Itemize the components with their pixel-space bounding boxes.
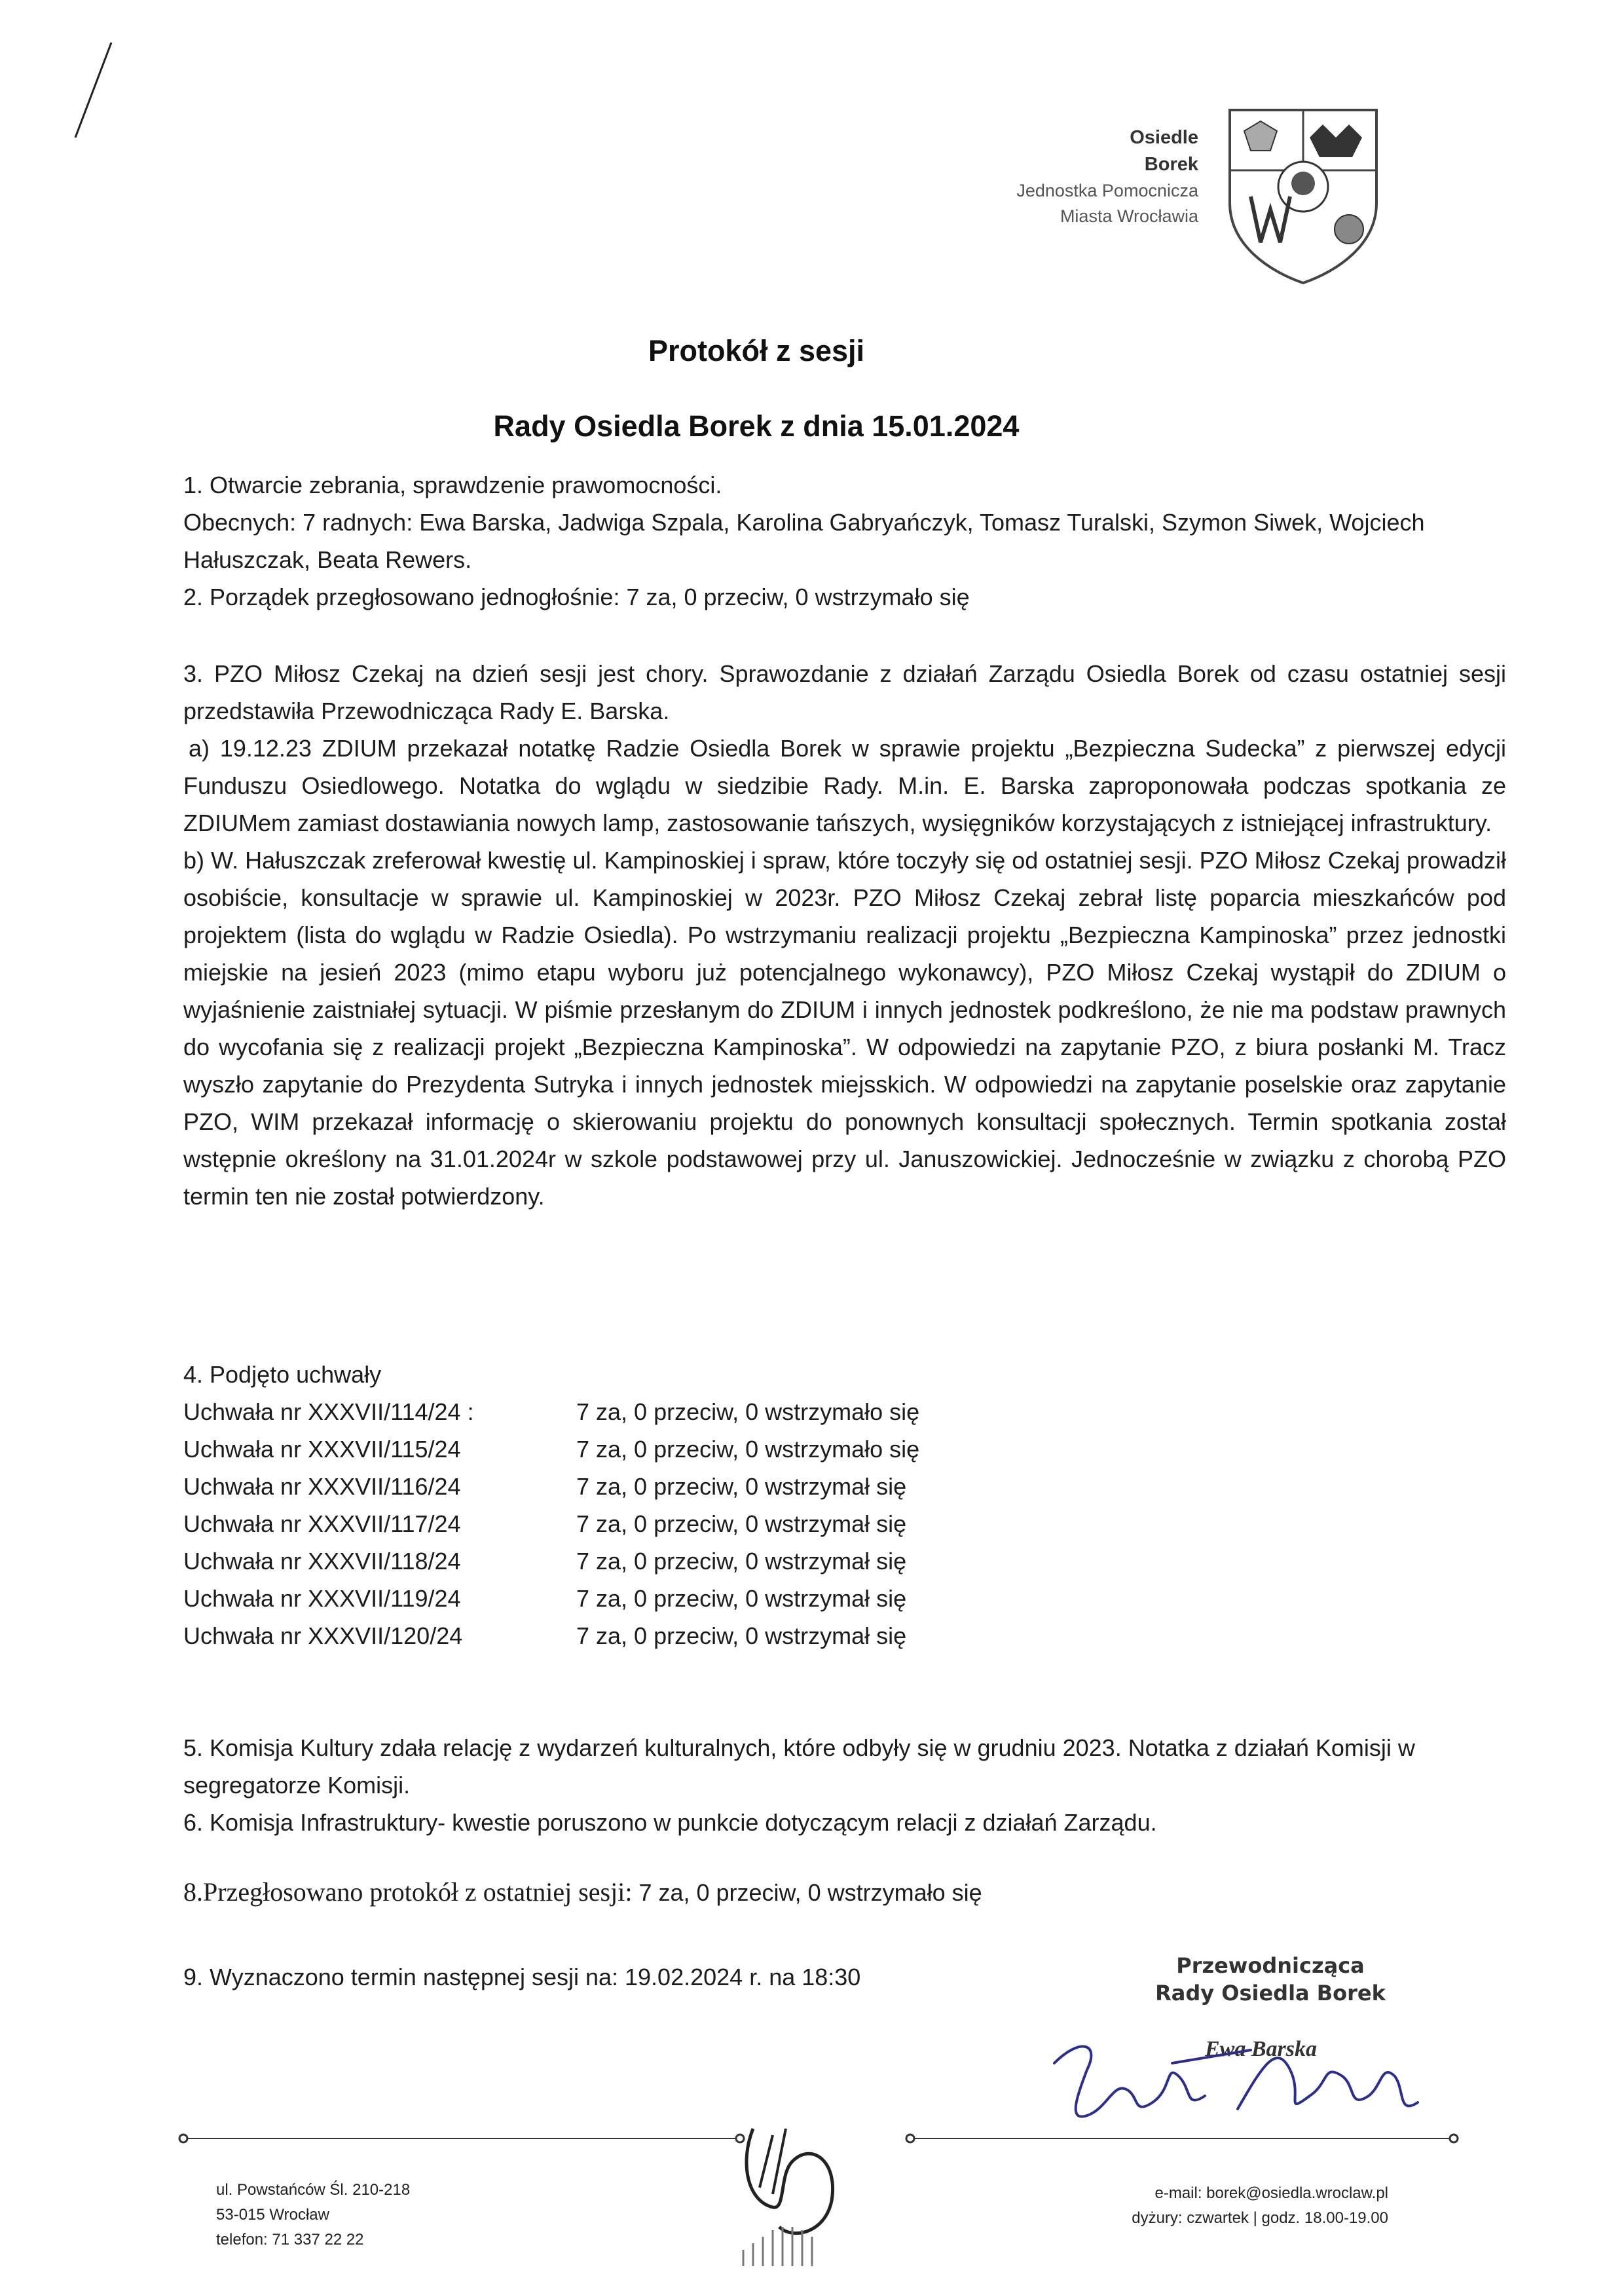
item3-point-a: a) 19.12.23 ZDIUM przekazał notatkę Radzie Osiedla Borek w sprawie projektu „Bezpieczna Sudecka” z pierwszej edycji Funduszu Osiedlowego. Notatka do wglądu w siedzibie Rady. M.in. E. Barska zaproponowała podczas spotkania ze ZDIUMem zamiast dostawiania nowych lamp, zastosowanie tańszych, wysięgników korzystających z istniejącej infrastruktury.: [183, 735, 1506, 836]
handwritten-signature: [1041, 2024, 1434, 2135]
resolution-row: [183, 1468, 1506, 1505]
footer-email: e-mail: borek@osiedla.wroclaw.pl: [1154, 2184, 1388, 2202]
signature-stamp-name: Ewa Barska: [1205, 2037, 1317, 2061]
item8-label: 8.Przegłosowano protokół z ostatniej sesji:: [183, 1877, 633, 1907]
footer-address: [216, 2178, 410, 2252]
section-resolutions: [183, 1356, 1506, 1654]
resolution-row: [183, 1505, 1506, 1542]
signature-title-block: [1139, 1952, 1401, 2007]
item3-point-b: b) W. Hałuszczak zreferował kwestię ul. Kampinoskiej i spraw, które toczyły się od ostatniej sesji. PZO Miłosz Czekaj prowadził osobiście, konsultacje w sprawie ul. Kampinoskiej w 2023r. PZO Miłosz Czekaj zebrał listę poparcia mieszkańców pod projektem (lista do wglądu w Radzie Osiedla). Po wstrzymaniu realizacji projektu „Bezpieczna Kampinoska” przez jednostki miejskie na jesień 2023 (mimo etapu wyboru już potencjalnego wykonawcy), PZO Miłosz Czekaj wystąpił do ZDIUM o wyjaśnienie zaistniałej sytuacji. W piśmie przesłanym do ZDIUM i innych jednostek podkreślono, że nie ma podstaw prawnych do wycofania się z realizacji projekt „Bezpieczna Kampinoska”. W odpowiedzi na zapytanie PZO, z biura posłanki M. Tracz wyszło zapytanie do Prezydenta Sutryka i innych jednostek miejsskich. W odpowiedzi na zapytanie poselskie oraz zapytanie PZO, WIM przekazał informację o skierowaniu projektu do ponownych konsultacji społecznych. Termin spotkania został wstępnie określony na 31.01.2024r w szkole podstawowej przy ul. Januszowickiej. Jednocześnie w związku z chorobą PZO termin ten nie został potwierdzony.: [183, 847, 1506, 1210]
resolution-vote: 7 za, 0 przeciw, 0 wstrzymał się: [576, 1585, 907, 1612]
section-minutes-vote: [183, 1873, 1506, 1911]
resolution-vote: 7 za, 0 przeciw, 0 wstrzymał się: [576, 1510, 907, 1537]
resolution-row: [183, 1617, 1506, 1654]
resolution-number: Uchwała nr XXXVII/118/24: [183, 1548, 461, 1575]
resolution-vote: 7 za, 0 przeciw, 0 wstrzymało się: [576, 1436, 920, 1463]
resolution-number: Uchwała nr XXXVII/117/24: [183, 1510, 461, 1537]
org-subtitle-line2: Miasta Wrocławia: [1060, 206, 1198, 226]
resolution-vote: 7 za, 0 przeciw, 0 wstrzymało się: [576, 1398, 920, 1425]
resolution-vote: 7 za, 0 przeciw, 0 wstrzymał się: [576, 1548, 907, 1575]
resolutions-list: [183, 1393, 1506, 1654]
item8-vote: 7 za, 0 przeciw, 0 wstrzymało się: [632, 1879, 982, 1906]
section-committees: [183, 1729, 1506, 1841]
org-name-line1: Osiedle: [1130, 127, 1198, 148]
resolution-row: [183, 1430, 1506, 1468]
footer-street: ul. Powstańców Śl. 210-218: [216, 2181, 411, 2199]
pen-stroke-mark: [65, 39, 124, 144]
signature-title-line2: Rady Osiedla Borek: [1155, 1981, 1386, 2006]
item4-heading: 4. Podjęto uchwały: [183, 1361, 382, 1388]
resolution-vote: 7 za, 0 przeciw, 0 wstrzymał się: [576, 1622, 907, 1649]
resolution-number: Uchwała nr XXXVII/120/24: [183, 1622, 463, 1649]
footer-phone: telefon: 71 337 22 22: [216, 2231, 364, 2248]
organization-header: [1016, 124, 1198, 229]
item5-culture-committee: 5. Komisja Kultury zdała relację z wydarzeń kulturalnych, które odbyły się w grudniu 2023. Notatka z działań Komisji w segregatorze Komisji.: [183, 1734, 1415, 1799]
section-board-report: [183, 655, 1506, 1215]
item9-next-session: 9. Wyznaczono termin następnej sesji na: 19.02.2024 r. na 18:30: [183, 1964, 861, 1990]
org-name-line2: Borek: [1144, 154, 1198, 175]
item3-intro: 3. PZO Miłosz Czekaj na dzień sesji jest chory. Sprawozdanie z działań Zarządu Osiedla Borek od czasu ostatniej sesji przedstawiła Przewodnicząca Rady E. Barska.: [183, 660, 1506, 724]
footer-contact: [1132, 2181, 1388, 2231]
document-title: Protokół z sesji: [648, 334, 865, 367]
resolution-row: [183, 1580, 1506, 1617]
resolution-vote: 7 za, 0 przeciw, 0 wstrzymał się: [576, 1473, 907, 1500]
org-subtitle-line1: Jednostka Pomocnicza: [1016, 181, 1198, 200]
document-subtitle: Rady Osiedla Borek z dnia 15.01.2024: [493, 409, 1020, 443]
resolution-number: Uchwała nr XXXVII/116/24: [183, 1473, 461, 1500]
osiedle-logo-icon: [733, 2109, 851, 2279]
section-opening: [183, 466, 1506, 616]
footer-postal-city: 53-015 Wrocław: [216, 2206, 329, 2224]
item1-attendance: Obecnych: 7 radnych: Ewa Barska, Jadwiga Szpala, Karolina Gabryańczyk, Tomasz Turalski, Szymon Siwek, Wojciech Hałuszczak, Beata Rewers.: [183, 509, 1425, 573]
wroclaw-coat-of-arms-icon: [1225, 105, 1382, 288]
item1-heading: 1. Otwarcie zebrania, sprawdzenie prawomocności.: [183, 472, 722, 498]
item2-agenda-vote: 2. Porządek przegłosowano jednogłośnie: 7 za, 0 przeciw, 0 wstrzymało się: [183, 584, 970, 610]
resolution-row: [183, 1393, 1506, 1430]
signature-title-line1: Przewodnicząca: [1176, 1953, 1365, 1978]
resolution-row: [183, 1542, 1506, 1580]
footer-hours: dyżury: czwartek | godz. 18.00-19.00: [1132, 2209, 1388, 2227]
resolution-number: Uchwała nr XXXVII/119/24: [183, 1585, 461, 1612]
resolution-number: Uchwała nr XXXVII/114/24 :: [183, 1398, 474, 1425]
resolution-number: Uchwała nr XXXVII/115/24: [183, 1436, 461, 1463]
item6-infrastructure-committee: 6. Komisja Infrastruktury- kwestie poruszono w punkcie dotyczącym relacji z działań Zarządu.: [183, 1809, 1157, 1836]
